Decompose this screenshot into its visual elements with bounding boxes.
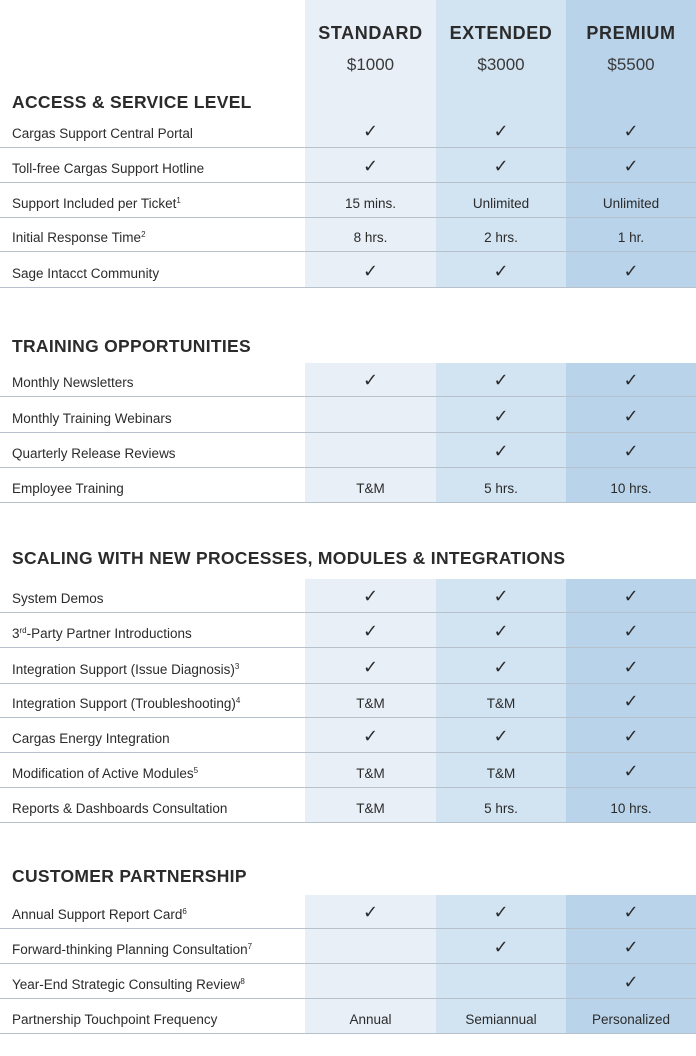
check-icon: ✓ <box>362 726 379 747</box>
row-divider <box>0 287 696 288</box>
check-icon: ✓ <box>623 691 639 712</box>
table-row <box>0 999 696 1034</box>
row-label-text: Sage Intacct Community <box>12 266 160 281</box>
check-icon: ✓ <box>493 726 509 747</box>
check-icon: ✓ <box>493 902 509 923</box>
row-label <box>12 801 227 816</box>
table-row <box>0 684 696 718</box>
check-icon: ✓ <box>362 902 379 923</box>
footnote-marker: 1 <box>176 196 181 205</box>
row-label <box>12 161 204 176</box>
table-row <box>0 788 696 823</box>
row-label <box>12 766 198 781</box>
table-row <box>0 579 696 613</box>
row-label-text: Reports & Dashboards Consultation <box>12 801 228 816</box>
check-icon: ✓ <box>362 121 379 142</box>
section-title: ACCESS & SERVICE LEVEL <box>12 92 252 112</box>
row-label-text: Monthly Newsletters <box>12 375 134 390</box>
row-label-text: System Demos <box>12 591 104 606</box>
row-label-text: Toll-free Cargas Support Hotline <box>12 161 205 176</box>
cell-value: T&M <box>486 766 516 781</box>
footnote-marker: rd <box>19 626 27 635</box>
check-icon: ✓ <box>362 261 379 282</box>
cell-value: 10 hrs. <box>610 801 652 816</box>
row-label-text: Monthly Training Webinars <box>12 411 172 426</box>
cell-value: Personalized <box>591 1012 671 1027</box>
footnote-marker: 5 <box>193 766 199 775</box>
check-icon: ✓ <box>623 586 639 607</box>
check-icon: ✓ <box>623 121 639 142</box>
row-label-text: Employee Training <box>12 481 124 496</box>
row-label-text: Initial Response Time <box>12 230 142 245</box>
row-label-text: Partnership Touchpoint Frequency <box>12 1012 218 1027</box>
table-row <box>0 613 696 648</box>
row-label-text: 3 <box>12 626 20 641</box>
row-divider <box>0 502 696 503</box>
plan-price: $1000 <box>346 55 395 74</box>
check-icon: ✓ <box>362 370 379 391</box>
table-row <box>0 895 696 929</box>
check-icon: ✓ <box>623 261 639 282</box>
plan-header-premium <box>566 0 696 96</box>
row-label-text: Integration Support (Troubleshooting) <box>12 696 236 711</box>
table-row <box>0 964 696 999</box>
row-label-text: Quarterly Release Reviews <box>12 446 176 461</box>
table-row <box>0 929 696 964</box>
footnote-marker: 4 <box>235 696 241 705</box>
table-row <box>0 468 696 503</box>
cell-value: T&M <box>486 696 516 711</box>
table-row <box>0 183 696 218</box>
check-icon: ✓ <box>493 370 509 391</box>
row-label <box>12 481 124 496</box>
plan-header-extended <box>436 0 566 96</box>
check-icon: ✓ <box>493 621 509 642</box>
row-label <box>12 446 176 461</box>
table-row <box>0 648 696 684</box>
check-icon: ✓ <box>493 657 509 678</box>
row-label-text: Support Included per Ticket <box>12 196 177 211</box>
row-label <box>12 907 187 922</box>
section-title: CUSTOMER PARTNERSHIP <box>12 866 247 886</box>
table-row <box>0 718 696 753</box>
table-row <box>0 218 696 252</box>
cell-value: T&M <box>356 696 385 711</box>
check-icon: ✓ <box>623 726 639 747</box>
check-icon: ✓ <box>493 586 509 607</box>
row-label-text: Cargas Support Central Portal <box>12 126 193 141</box>
row-divider <box>0 822 696 823</box>
row-label <box>12 591 104 606</box>
cell-value: Semiannual <box>465 1012 537 1027</box>
cell-value: 1 hr. <box>617 230 645 245</box>
check-icon: ✓ <box>493 261 509 282</box>
cell-value: 2 hrs. <box>484 230 518 245</box>
footnote-marker: 7 <box>247 942 253 951</box>
check-icon: ✓ <box>493 156 509 177</box>
check-icon: ✓ <box>623 761 639 782</box>
check-icon: ✓ <box>493 121 509 142</box>
cell-value: T&M <box>356 766 385 781</box>
footnote-marker: 6 <box>182 907 187 916</box>
row-label <box>12 977 245 992</box>
row-label-text: Cargas Energy Integration <box>12 731 170 746</box>
table-row <box>0 148 696 183</box>
check-icon: ✓ <box>623 441 639 462</box>
check-icon: ✓ <box>623 937 639 958</box>
cell-value: Annual <box>349 1012 392 1027</box>
check-icon: ✓ <box>623 657 639 678</box>
check-icon: ✓ <box>362 156 379 177</box>
row-label <box>12 126 193 141</box>
cell-value: Unlimited <box>602 196 660 211</box>
row-label-text: Forward-thinking Planning Consultation <box>12 942 248 957</box>
row-label <box>12 411 172 426</box>
plan-price: $3000 <box>477 55 525 74</box>
row-divider <box>0 1033 696 1034</box>
table-row <box>0 397 696 433</box>
plan-header-standard <box>305 0 436 96</box>
check-icon: ✓ <box>362 586 379 607</box>
footnote-marker: 2 <box>141 230 146 239</box>
footnote-marker: 8 <box>240 977 245 986</box>
check-icon: ✓ <box>623 621 639 642</box>
check-icon: ✓ <box>623 156 639 177</box>
row-label <box>12 230 146 245</box>
plan-name: EXTENDED <box>449 23 553 43</box>
check-icon: ✓ <box>623 406 639 427</box>
plan-name: PREMIUM <box>586 23 676 43</box>
check-icon: ✓ <box>362 657 379 678</box>
cell-value: 15 mins. <box>344 196 397 211</box>
table-row <box>0 433 696 468</box>
footnote-marker: 3 <box>234 662 240 671</box>
row-label <box>12 1012 217 1027</box>
row-label <box>12 942 252 957</box>
row-label-text: Modification of Active Modules <box>12 766 194 781</box>
row-label <box>12 266 159 281</box>
row-label <box>12 196 181 211</box>
cell-value: 8 hrs. <box>353 230 388 245</box>
check-icon: ✓ <box>623 370 639 391</box>
check-icon: ✓ <box>493 937 509 958</box>
cell-value: 10 hrs. <box>610 481 652 496</box>
row-label <box>12 696 240 711</box>
check-icon: ✓ <box>623 902 639 923</box>
plan-name: STANDARD <box>318 23 423 43</box>
row-label <box>12 731 170 746</box>
section-title: SCALING WITH NEW PROCESSES, MODULES & INTEGRATIONS <box>12 548 566 568</box>
row-label-text: Year-End Strategic Consulting Review <box>12 977 241 992</box>
check-icon: ✓ <box>623 972 639 993</box>
plan-price: $5500 <box>607 55 655 74</box>
check-icon: ✓ <box>493 441 509 462</box>
row-label-text: Annual Support Report Card <box>12 907 183 922</box>
check-icon: ✓ <box>362 621 379 642</box>
row-label <box>12 662 239 677</box>
row-label <box>12 375 134 390</box>
table-row <box>0 116 696 148</box>
section-title: TRAINING OPPORTUNITIES <box>12 336 251 356</box>
cell-value: T&M <box>356 801 385 816</box>
table-row <box>0 252 696 288</box>
row-label-text-after: -Party Partner Introductions <box>26 626 192 641</box>
table-row <box>0 363 696 397</box>
row-label <box>12 626 192 641</box>
row-label-text: Integration Support (Issue Diagnosis) <box>12 662 235 677</box>
check-icon: ✓ <box>493 406 509 427</box>
cell-value: Unlimited <box>472 196 530 211</box>
table-row <box>0 753 696 788</box>
cell-value: T&M <box>356 481 385 496</box>
cell-value: 5 hrs. <box>484 481 518 496</box>
cell-value: 5 hrs. <box>484 801 518 816</box>
